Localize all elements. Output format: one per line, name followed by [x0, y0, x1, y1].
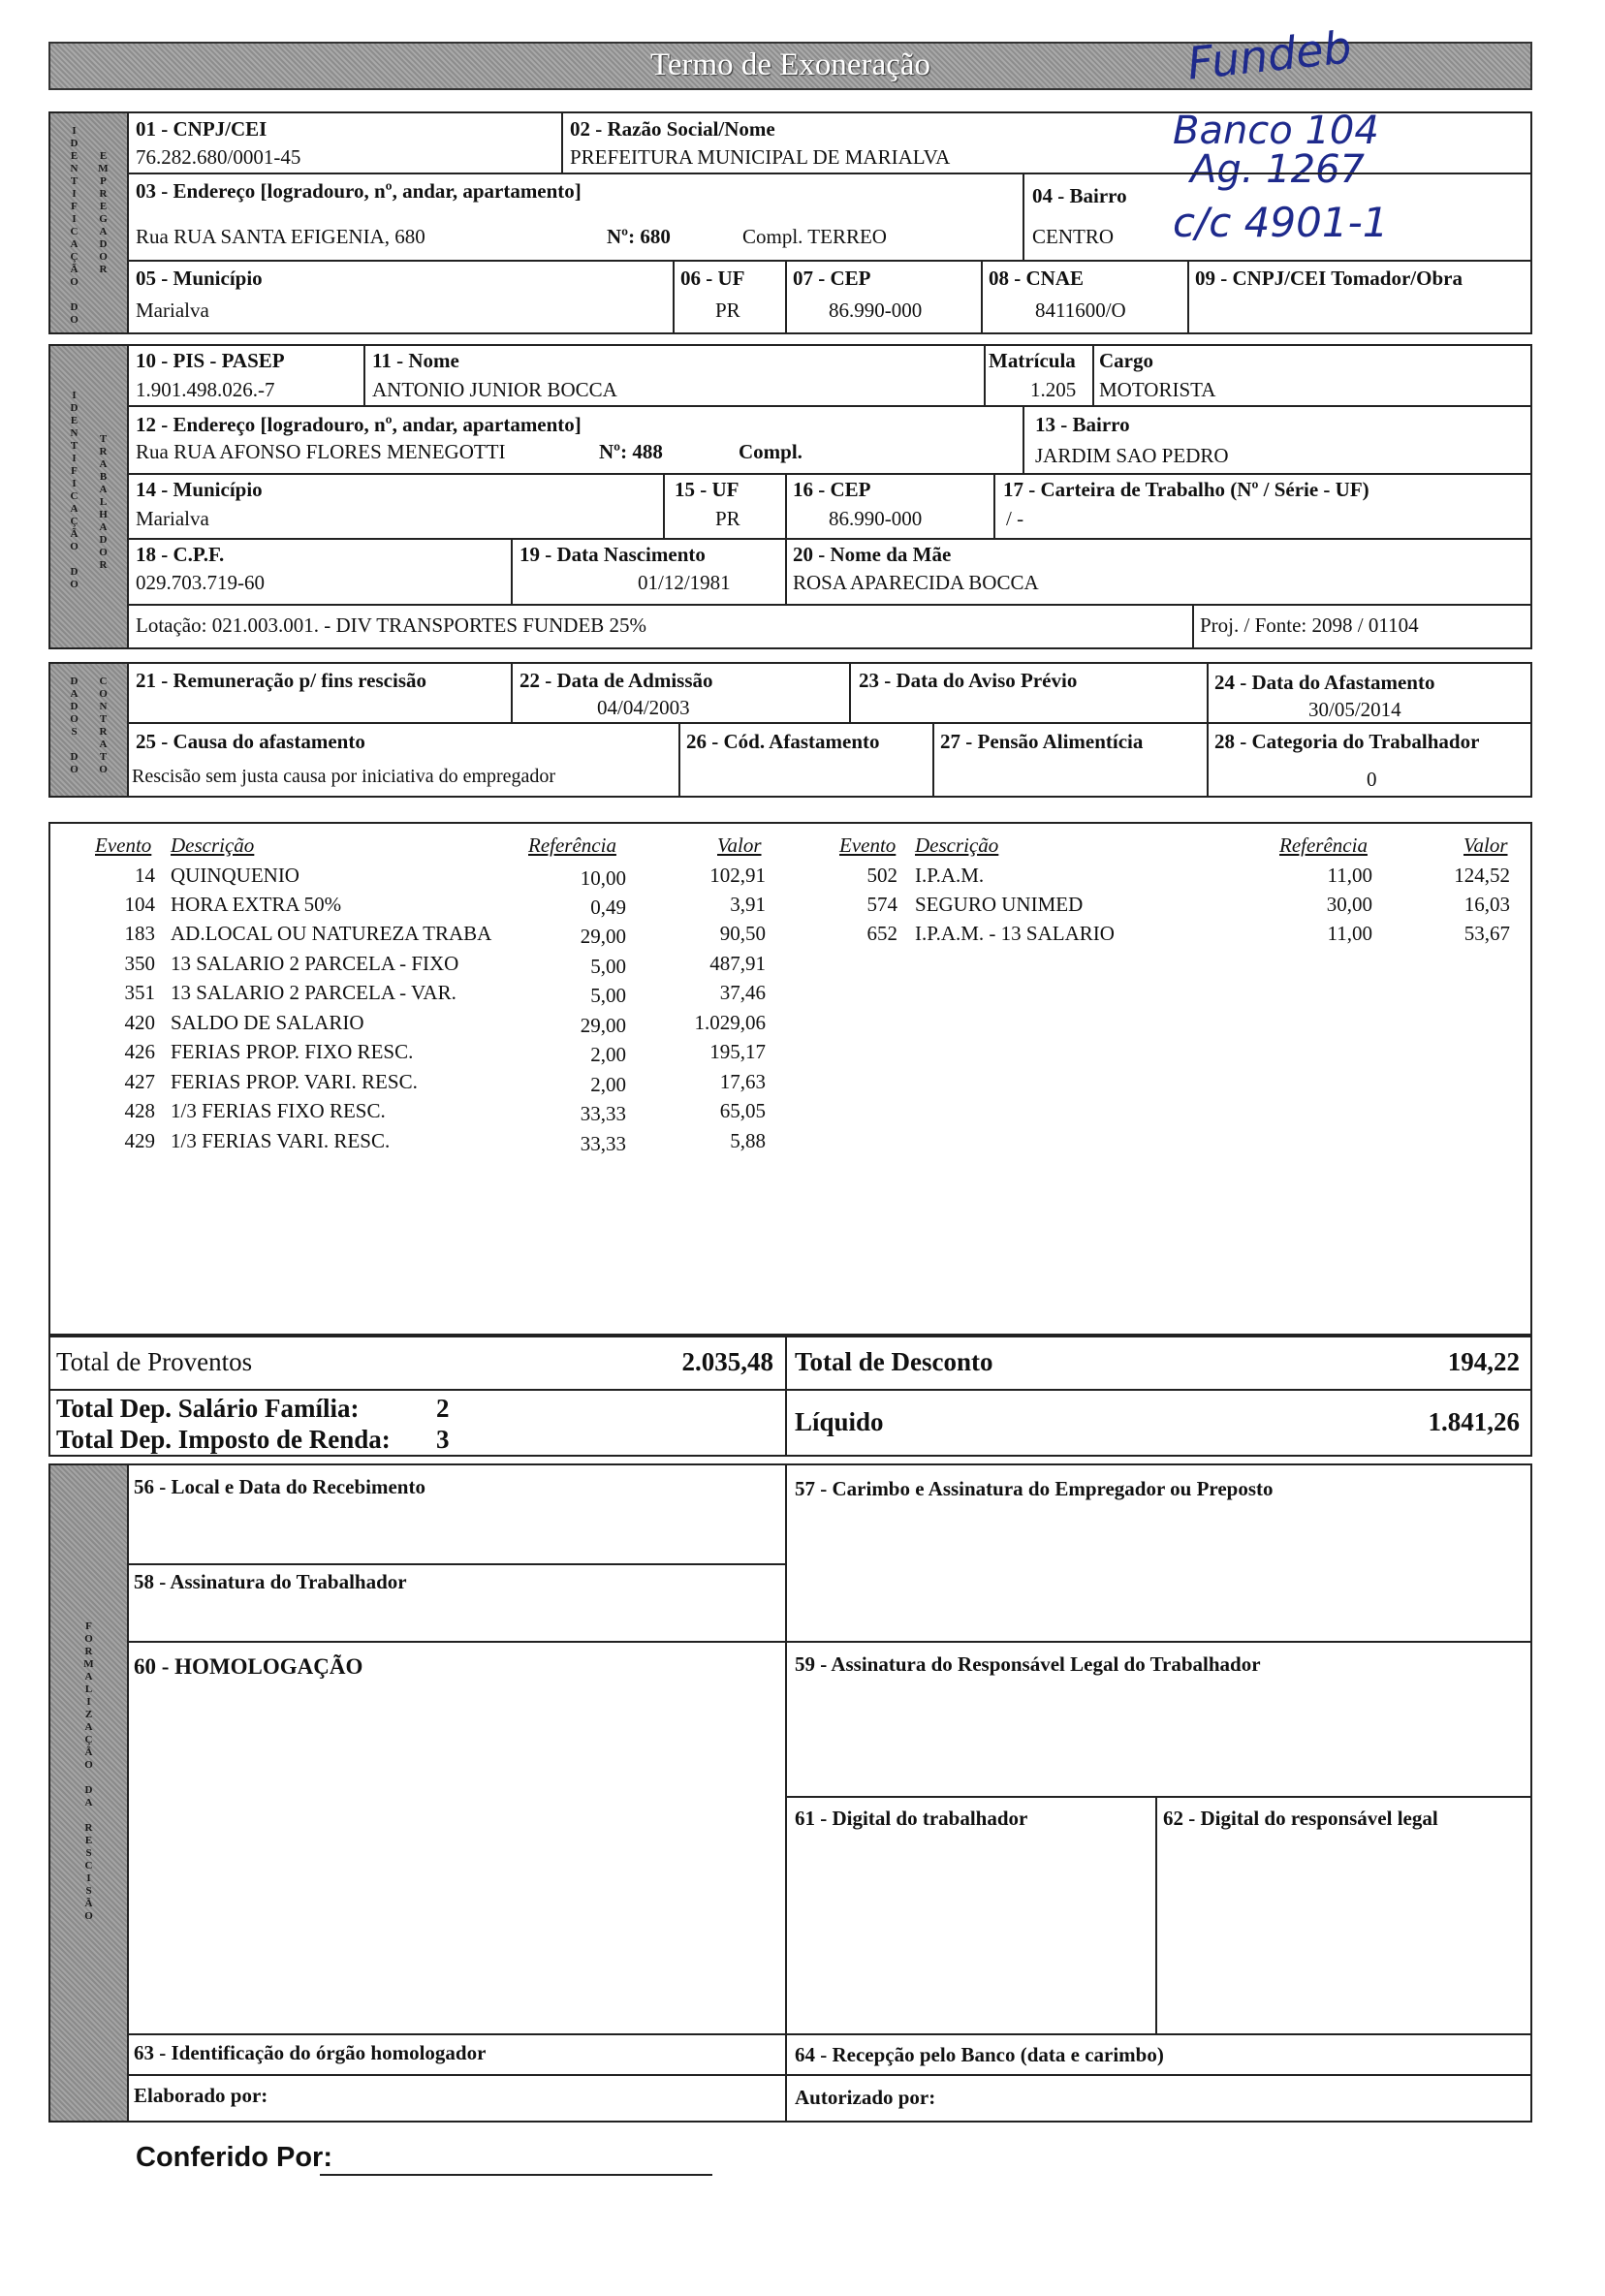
f06-label: 06 - UF	[680, 267, 745, 290]
f15-value: PR	[715, 507, 740, 530]
f01-label: 01 - CNPJ/CEI	[136, 117, 268, 141]
f26-label: 26 - Cód. Afastamento	[686, 730, 880, 753]
f62-label: 62 - Digital do responsável legal	[1163, 1807, 1438, 1830]
f12-number: Nº: 488	[599, 440, 663, 463]
descontos-header-evento: Evento	[839, 833, 897, 857]
f17-value: / -	[1006, 507, 1024, 530]
f24-value: 30/05/2014	[1308, 698, 1401, 721]
f25-label: 25 - Causa do afastamento	[136, 730, 365, 753]
f09-label: 09 - CNPJ/CEI Tomador/Obra	[1195, 267, 1463, 290]
f59-label: 59 - Assinatura do Responsável Legal do Trabalhador	[795, 1652, 1261, 1676]
imp-renda-value: 3	[436, 1425, 450, 1454]
f56-label: 56 - Local e Data do Recebimento	[134, 1475, 425, 1498]
descontos-header-referencia: Referência	[1279, 833, 1368, 857]
document-page: Termo de Exoneração Fundeb Banco 104 Ag. 1267 c/c 4901-1 I D E N T I F I C A Ç Ã O D O E M P R E G A D O R 01 - CNPJ/CEI 76.282.680/0001-45 02 - Razão Social/Nome PREFEITURA MUNICIPAL DE MARIALVA 03 - Endereço [logradouro, nº, andar, apartamento] Rua RUA SANTA EFIGENIA, 680 Nº: 680 Compl. TERREO 04 - Bairro CENTRO 05 - Município Marialva 06 - UF PR 07 - CEP 86.990-000 08 - CNAE 8411600/O 09 - CNPJ/CEI Tomador/Obra I D E N T I F I C A Ç Ã O D O T R A B A L H A D O R 10 - PIS - PASEP 1.901.498.026.-7 11 - Nome ANTONIO JUNIOR BOCCA Matrícula 1.205 Cargo MOTORISTA 12 - Endereço [logradouro, nº, andar, apartamento] Rua RUA AFONSO FLORES MENEGOTTI Nº: 488 Compl. 13 - Bairro JARDIM SAO PEDRO 14 - Município Marialva 15 - UF PR 16 - CEP 86.990-000 17 - Carteira de Trabalho (Nº / Série - UF) / - 18 - C.P.F. 029.703.719-60 19 - Data Nascimento 01/12/1981 20 - Nome da Mãe ROSA APARECIDA BOCCA Lotação: 021.003.001. - DIV TRANSPORTES FUNDEB 25% Proj. / Fonte: 2098 / 01104 D A D O S D O C O N T R A T O 21 - Remuneração p/ fins rescisão 22 - Data de Admissão 04/04/2003 23 - Data do Aviso Prévio 24 - Data do Afastamento 30/05/2014 25 - Causa do afastamento Rescisão sem justa causa por iniciativa do empregador 26 - Cód. Afastamento 27 - Pensão Alimentícia 28 - Categoria do Trabalhador 0 Evento Descrição Referência Valor Evento Descrição Referência Valor 14 QUINQUENIO 10,00 102,91 104 HORA EXTRA 50% 0,49 3,91 183 AD.LOCAL OU NATUREZA TRABA 29,00 90,50 350 13 SALARIO 2 PARCELA - FIXO 5,00 487,91 351 13 SALARIO 2 PARCELA - VAR. 5,00 37,46 420 SALDO DE SALARIO 29,00 1.029,06 426 FERIAS PROP. FIXO RESC. 2,00 195,17 427 FERIAS PROP. VARI. RESC. 2,00 17,63 428 1/3 FERIAS FIXO RESC. 33,33 65,05 429 1/3 FERIAS VARI. RESC. 33,33 5,88 502 I.P.A.M. 11,00 124,52 574 SEGURO UNIMED 30,00 16,03 652 I.P.A.M. - 13 SALARIO 11,00 53,67 Total de Proventos 2.035,48 Total de Desconto 194,22 Total Dep. Salário Família: 2 Total Dep. Imposto de Renda: 3 Líquido 1.841,26 F O R M A L I Z A Ç Ã O D A R E S C I S Ã O 56 - Local e Data do Recebimento 57 - Carimbo e Assinatura do Empregador ou Preposto 58 - Assinatura do Trabalhador 59 - Assinatura do Responsável Legal do Trabalhador 60 - HOMOLOGAÇÃO 61 - Digital do trabalhador 62 - Digital do responsável legal 63 - Identificação do órgão homologador 64 - Recepção pelo Banco (data e carimbo) Elaborado por: Autorizado por: Conferido Por:	[0, 0, 1605, 2296]
f60-label: 60 - HOMOLOGAÇÃO	[134, 1654, 363, 1679]
f16-value: 86.990-000	[829, 507, 923, 530]
f18-value: 029.703.719-60	[136, 571, 265, 594]
lotacao: Lotação: 021.003.001. - DIV TRANSPORTES FUNDEB 25%	[136, 613, 647, 637]
f12-value: Rua RUA AFONSO FLORES MENEGOTTI	[136, 440, 506, 463]
f57-label: 57 - Carimbo e Assinatura do Empregador ou Preposto	[795, 1477, 1274, 1500]
proventos-header-descricao: Descrição	[171, 833, 255, 857]
f23-label: 23 - Data do Aviso Prévio	[859, 669, 1078, 692]
f14-label: 14 - Município	[136, 478, 263, 501]
f05-value: Marialva	[136, 299, 209, 322]
f10-label: 10 - PIS - PASEP	[136, 349, 285, 372]
liquido-label: Líquido	[795, 1407, 884, 1436]
formalizacao-section	[127, 1463, 1532, 2123]
handwritten-fundeb: Fundeb	[1184, 20, 1354, 90]
total-proventos-label: Total de Proventos	[56, 1347, 253, 1376]
f21-label: 21 - Remuneração p/ fins rescisão	[136, 669, 426, 692]
f20-label: 20 - Nome da Mãe	[793, 543, 952, 566]
f11-label: 11 - Nome	[372, 349, 459, 372]
f28-label: 28 - Categoria do Trabalhador	[1214, 730, 1480, 753]
proventos-header-valor: Valor	[717, 833, 762, 857]
sal-familia-value: 2	[436, 1394, 450, 1423]
f18-label: 18 - C.P.F.	[136, 543, 225, 566]
handwritten-account: c/c 4901-1	[1173, 199, 1389, 246]
f12-label: 12 - Endereço [logradouro, nº, andar, apartamento]	[136, 413, 582, 436]
f08-label: 08 - CNAE	[989, 267, 1084, 290]
descontos-header-descricao: Descrição	[915, 833, 999, 857]
f24-label: 24 - Data do Afastamento	[1214, 671, 1435, 694]
f63-label: 63 - Identificação do órgão homologador	[134, 2041, 487, 2064]
f07-value: 86.990-000	[829, 299, 923, 322]
f04-value: CENTRO	[1032, 225, 1114, 248]
f22-label: 22 - Data de Admissão	[519, 669, 713, 692]
f25-value: Rescisão sem justa causa por iniciativa do empregador	[132, 766, 556, 787]
document-title: Termo de Exoneração	[649, 47, 931, 82]
total-desconto-value: 194,22	[1447, 1347, 1520, 1376]
f06-value: PR	[715, 299, 740, 322]
f15-label: 15 - UF	[675, 478, 740, 501]
conferido-line	[320, 2174, 712, 2176]
cargo-value: MOTORISTA	[1099, 378, 1216, 401]
elaborado-label: Elaborado por:	[134, 2084, 268, 2107]
side-label-contrato: D A D O S D O C O N T R A T O	[48, 662, 129, 798]
f03-complement: Compl. TERREO	[742, 225, 887, 248]
f22-value: 04/04/2003	[597, 696, 690, 719]
f19-value: 01/12/1981	[638, 571, 731, 594]
f58-label: 58 - Assinatura do Trabalhador	[134, 1570, 407, 1593]
imp-renda-label: Total Dep. Imposto de Renda:	[56, 1425, 391, 1454]
side-label-formalizacao: F O R M A L I Z A Ç Ã O D A R E S C I S Ã O	[48, 1463, 129, 2123]
sal-familia-label: Total Dep. Salário Família:	[56, 1394, 360, 1423]
f13-value: JARDIM SAO PEDRO	[1035, 444, 1229, 467]
f02-value: PREFEITURA MUNICIPAL DE MARIALVA	[570, 145, 951, 169]
f03-value: Rua RUA SANTA EFIGENIA, 680	[136, 225, 425, 248]
liquido-value: 1.841,26	[1428, 1407, 1520, 1436]
f28-value: 0	[1367, 768, 1377, 791]
f05-label: 05 - Município	[136, 267, 263, 290]
f17-label: 17 - Carteira de Trabalho (Nº / Série - UF)	[1003, 478, 1369, 501]
matricula-value: 1.205	[1030, 378, 1077, 401]
f08-value: 8411600/O	[1035, 299, 1126, 322]
total-proventos-value: 2.035,48	[681, 1347, 773, 1376]
proventos-header-evento: Evento	[95, 833, 152, 857]
f03-label: 03 - Endereço [logradouro, nº, andar, apartamento]	[136, 179, 582, 203]
f04-label: 04 - Bairro	[1032, 184, 1127, 207]
f12-complement: Compl.	[739, 440, 802, 463]
side-label-empregador: I D E N T I F I C A Ç Ã O D O E M P R E G A D O R	[48, 111, 129, 334]
f19-label: 19 - Data Nascimento	[519, 543, 706, 566]
f13-label: 13 - Bairro	[1035, 413, 1130, 436]
f64-label: 64 - Recepção pelo Banco (data e carimbo)	[795, 2043, 1164, 2066]
handwritten-agency: Ag. 1267	[1190, 147, 1365, 192]
f61-label: 61 - Digital do trabalhador	[795, 1807, 1028, 1830]
side-label-trabalhador: I D E N T I F I C A Ç Ã O D O T R A B A L H A D O R	[48, 344, 129, 649]
f07-label: 07 - CEP	[793, 267, 871, 290]
f27-label: 27 - Pensão Alimentícia	[940, 730, 1144, 753]
f20-value: ROSA APARECIDA BOCCA	[793, 571, 1039, 594]
f11-value: ANTONIO JUNIOR BOCCA	[372, 378, 617, 401]
proj-fonte: Proj. / Fonte: 2098 / 01104	[1200, 613, 1419, 637]
autorizado-label: Autorizado por:	[795, 2086, 936, 2109]
handwritten-bank: Banco 104	[1173, 109, 1379, 153]
proventos-header-referencia: Referência	[528, 833, 616, 857]
cargo-label: Cargo	[1099, 349, 1153, 372]
f14-value: Marialva	[136, 507, 209, 530]
f01-value: 76.282.680/0001-45	[136, 145, 301, 169]
f10-value: 1.901.498.026.-7	[136, 378, 275, 401]
total-desconto-label: Total de Desconto	[795, 1347, 993, 1376]
conferido-label: Conferido Por:	[136, 2142, 332, 2173]
descontos-header-valor: Valor	[1463, 833, 1508, 857]
f02-label: 02 - Razão Social/Nome	[570, 117, 775, 141]
f16-label: 16 - CEP	[793, 478, 871, 501]
matricula-label: Matrícula	[989, 349, 1076, 372]
f03-number: Nº: 680	[607, 225, 671, 248]
